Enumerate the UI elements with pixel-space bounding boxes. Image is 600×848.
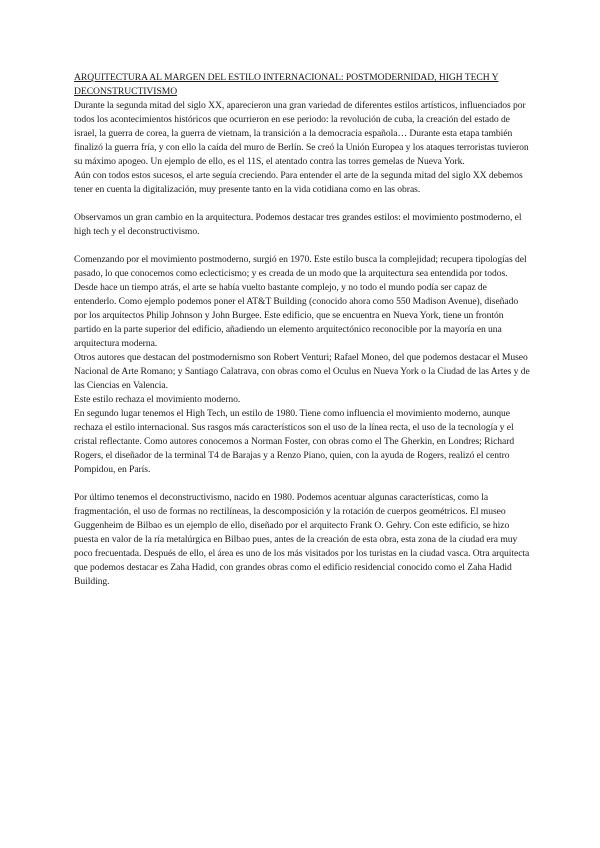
paragraph-spacer (74, 477, 530, 491)
paragraph-art-growth: Aún con todos estos sucesos, el arte seguía creciendo. Para entender el arte de la segunda mitad del siglo XX debemos tener en cuenta la digitalización, muy presente tanto en la vida cotidiana como en las obras. (74, 170, 523, 195)
paragraph-intro: Durante la segunda mitad del siglo XX, aparecieron una gran variedad de diferentes estilos artísticos, influenciados por todos los acontecimientos históricos que ocurrieron en ese periodo: la revolución de cuba, la creación del estado de israel, la guerra de corea, la guerra de vietnam, la transición a la democracia española… Durante esta etapa también finalizó la guerra fría, y con ello la caída del muro de Berlín. Se creó la Unión Europea y los ataques terroristas tuvieron su máximo apogeo. Un ejemplo de ello, es el 11S, el atentado contra las torres gemelas de Nueva York. (74, 100, 529, 167)
paragraph-postmodern: Comenzando por el movimiento postmoderno, surgió en 1970. Este estilo busca la complejidad; recupera tipologías del pasado, lo que conocemos como eclecticismo; y es creada de un modo que la arquitectura sea entendida por todos. Desde hace un tiempo atrás, el arte se había vuelto bastante complejo, y no todo el mundo podía ser capaz de entenderlo. Como ejemplo podemos poner el AT&T Building (conocido ahora como 550 Madison Avenue), diseñado por los arquitectos Philip Johnson y John Burgee. Este edificio, que se encuentra en Nueva York, tiene un frontón partido en la parte superior del edificio, añadiendo un elemento arquitectónico reconocible por la mayoría en una arquitectura moderna. (74, 254, 527, 349)
paragraph-high-tech: En segundo lugar tenemos el High Tech, un estilo de 1980. Tiene como influencia el movimiento moderno, aunque rechaza el estilo internacional. Sus rasgos más característicos son el uso de la línea recta, el uso de la tecnología y el cristal reflectante. Como autores conocemos a Norman Foster, con obras como el The Gherkin, en Londres; Richard Rogers, el diseñador de la terminal T4 de Barajas y a Renzo Piano, quien, con la ayuda de Rogers, realizó el centro Pompidou, en París. (74, 408, 515, 475)
paragraph-deconstructivism: Por último tenemos el deconstructivismo, nacido en 1980. Podemos acentuar algunas características, como la fragmentación, el uso de formas no rectilíneas, la descomposición y la rotación de cuerpos geométricos. El museo Guggenheim de Bilbao es un ejemplo de ello, diseñado por el arquitecto Frank O. Gehry. Con este edificio, se hizo puesta en valor de la ría metalúrgica en Bilbao pues, antes de la creación de esta obra, esta zona de la ciudad era muy poco frecuentada. Después de ello, el área es uno de los más visitados por los turistas en la ciudad vasca. Otra arquitecta que podemos destacar es Zaha Hadid, con grandes obras como el edificio residencial conocido como el Zaha Hadid Building. (74, 492, 530, 587)
document-body (74, 71, 530, 589)
paragraph-three-styles: Observamos un gran cambio en la arquitectura. Podemos destacar tres grandes estilos: el movimiento postmoderno, el high tech y el deconstructivismo. (74, 212, 522, 237)
paragraph-postmodern-authors: Otros autores que destacan del postmodernismo son Robert Venturi; Rafael Moneo, del que podemos destacar el Museo Nacional de Arte Romano; y Santiago Calatrava, con obras como el Oculus en Nueva York o la Ciudad de las Artes y de las Ciencias en Valencia. (74, 352, 530, 391)
paragraph-spacer (74, 197, 530, 211)
paragraph-rejects-modern: Este estilo rechaza el movimiento moderno. (74, 394, 241, 405)
paragraph-spacer (74, 239, 530, 253)
document-title: ARQUITECTURA AL MARGEN DEL ESTILO INTERNACIONAL: POSTMODERNIDAD, HIGH TECH Y DECONSTRUCTIVISMO (74, 72, 499, 97)
